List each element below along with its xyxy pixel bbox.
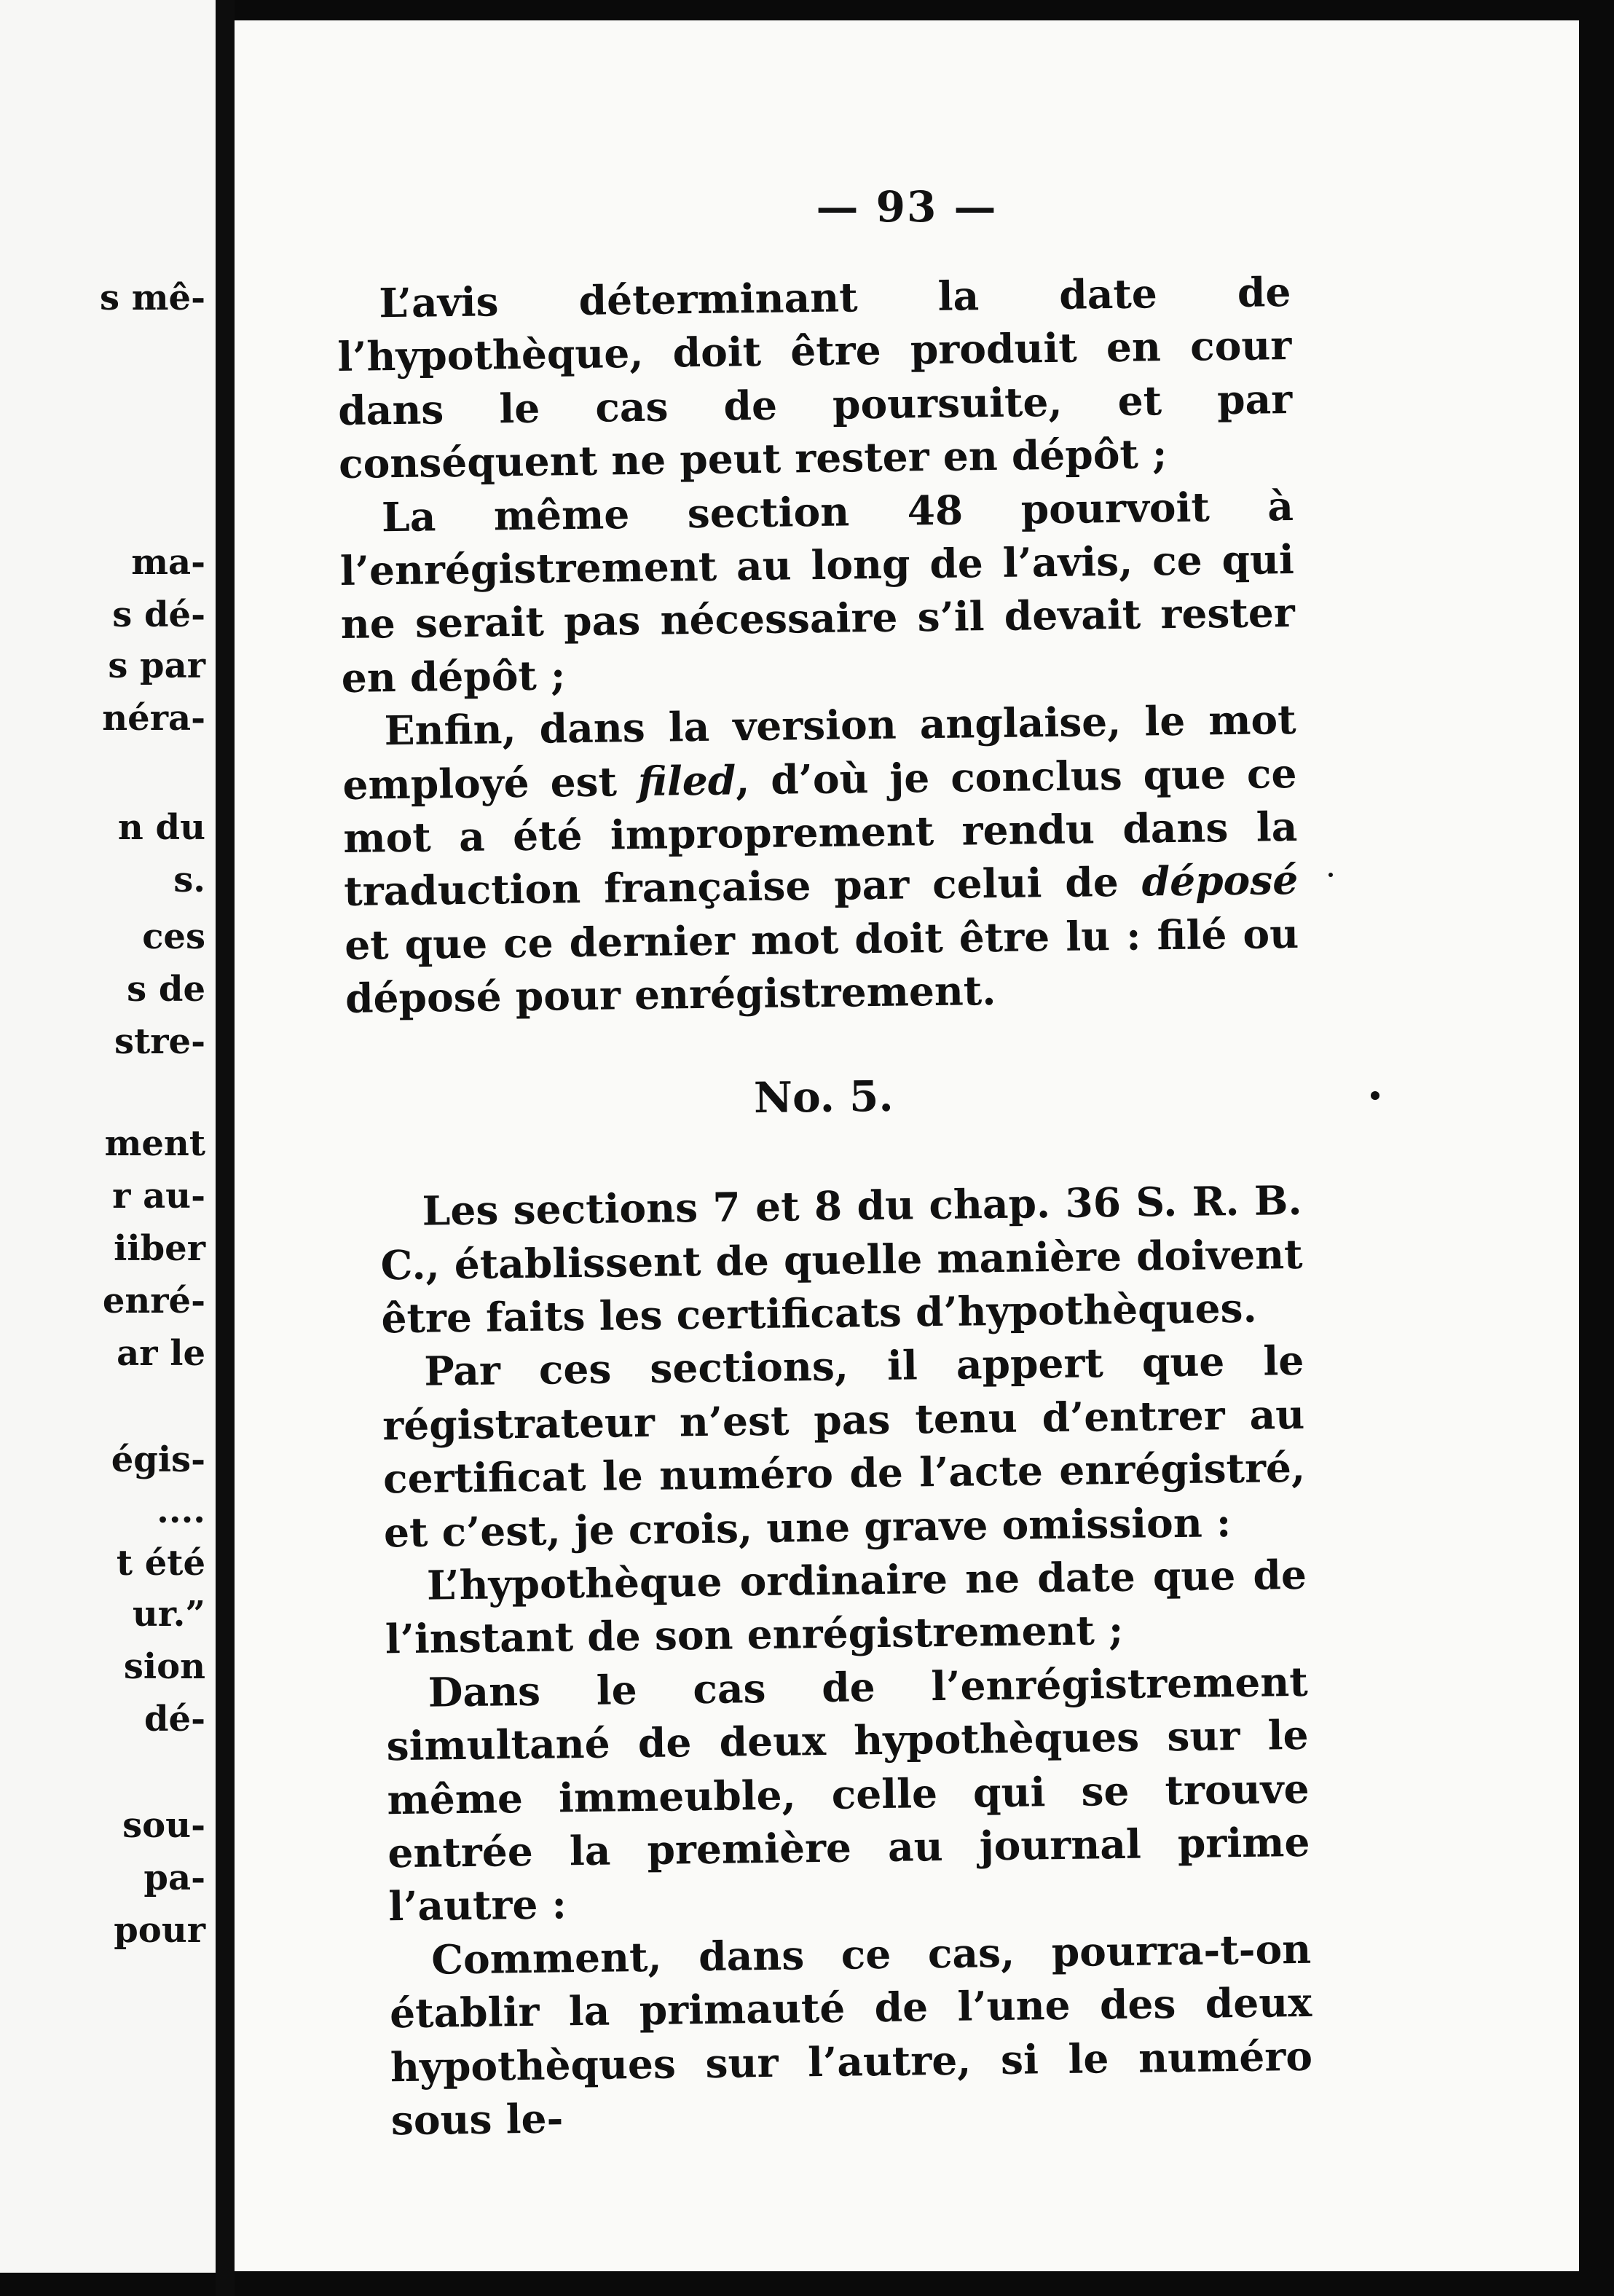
left-page-fragment: s mê- xyxy=(100,278,205,318)
left-page-fragment: stre- xyxy=(114,1021,205,1062)
italic-term: déposé xyxy=(1141,856,1299,906)
paragraph: Comment, dans ce cas, pourra-t-on établir la primauté de l’une des deux hypothèques sur l’autre, si le numéro sous le- xyxy=(389,1925,1313,2144)
ink-speck xyxy=(1371,1091,1379,1100)
italic-term: filed xyxy=(637,756,736,805)
left-page-fragment: ur.” xyxy=(132,1594,205,1635)
left-page-fragment: iiber xyxy=(114,1228,205,1269)
paragraph: Par ces sections, il appert que le régistrateur n’est pas tenu d’entrer au certificat le numéro de l’acte enrégistré, et c’est, je crois, une grave omission : xyxy=(382,1337,1306,1556)
section-heading: No. 5. xyxy=(753,1071,894,1123)
left-page-fragment: ment xyxy=(104,1123,205,1164)
left-page-fragment: enré- xyxy=(102,1281,205,1321)
page-number: — 93 — xyxy=(816,182,998,232)
paragraph xyxy=(342,693,1299,1025)
left-page-fragment: sou- xyxy=(122,1805,205,1846)
right-page xyxy=(235,20,1579,2271)
paragraph-text: , d’où je conclus que ce mot a été improprement rendu dans la traduction française par celui de xyxy=(343,749,1298,916)
paragraph: L’avis déterminant la date de l’hypothèque, doit être produit en cour dans le cas de poursuite, et par conséquent ne peut rester en dépôt ; xyxy=(336,267,1293,488)
paragraph: La même section 48 pourvoit à l’enrégistrement au long de l’avis, ce qui ne serait pas nécessaire s’il devait rester en dépôt ; xyxy=(339,481,1296,701)
left-page-fragment: ma- xyxy=(131,542,205,583)
left-page-fragment: r au- xyxy=(112,1176,205,1216)
left-page-fragment: n du xyxy=(117,807,205,848)
left-page-fragment: ces xyxy=(142,916,205,957)
paragraph: L’hypothèque ordinaire ne date que de l’instant de son enrégistrement ; xyxy=(385,1550,1307,1663)
left-page-margin xyxy=(0,0,216,2273)
left-page-fragment: égis- xyxy=(111,1439,205,1480)
left-page-fragment: pour xyxy=(114,1910,205,1951)
paragraph-text: Enfin, dans la version anglaise, le mot employé est xyxy=(342,696,1296,809)
left-page-fragment: s par xyxy=(108,645,205,686)
ink-speck xyxy=(1328,873,1333,877)
left-page-fragment: pa- xyxy=(143,1857,205,1898)
paragraph: Dans le cas de l’enrégistrement simultané de deux hypothèques sur le même immeuble, celle qui se trouve entrée la première au journal prime l’autre : xyxy=(386,1657,1310,1930)
paragraph: Les sections 7 et 8 du chap. 36 S. R. B. C., établissent de quelle manière doivent être faits les certificats d’hypothèques. xyxy=(380,1176,1303,1342)
left-page-fragment: ar le xyxy=(117,1333,205,1374)
left-page-fragment: .... xyxy=(157,1490,205,1531)
left-page-fragment: dé- xyxy=(143,1699,205,1739)
paragraph-text: et que ce dernier mot doit être lu : filé ou déposé pour enrégistrement. xyxy=(344,909,1299,1023)
book-gutter xyxy=(216,0,235,2296)
left-page-fragment: s. xyxy=(173,860,205,900)
left-page-fragment: t été xyxy=(116,1543,205,1584)
page-body xyxy=(336,265,1313,2147)
left-page-fragment: néra- xyxy=(102,698,205,739)
section-body xyxy=(347,1173,1313,2147)
left-page-fragment: s dé- xyxy=(112,594,205,635)
left-page-fragment: sion xyxy=(123,1646,205,1687)
left-page-fragment: s de xyxy=(127,969,205,1010)
